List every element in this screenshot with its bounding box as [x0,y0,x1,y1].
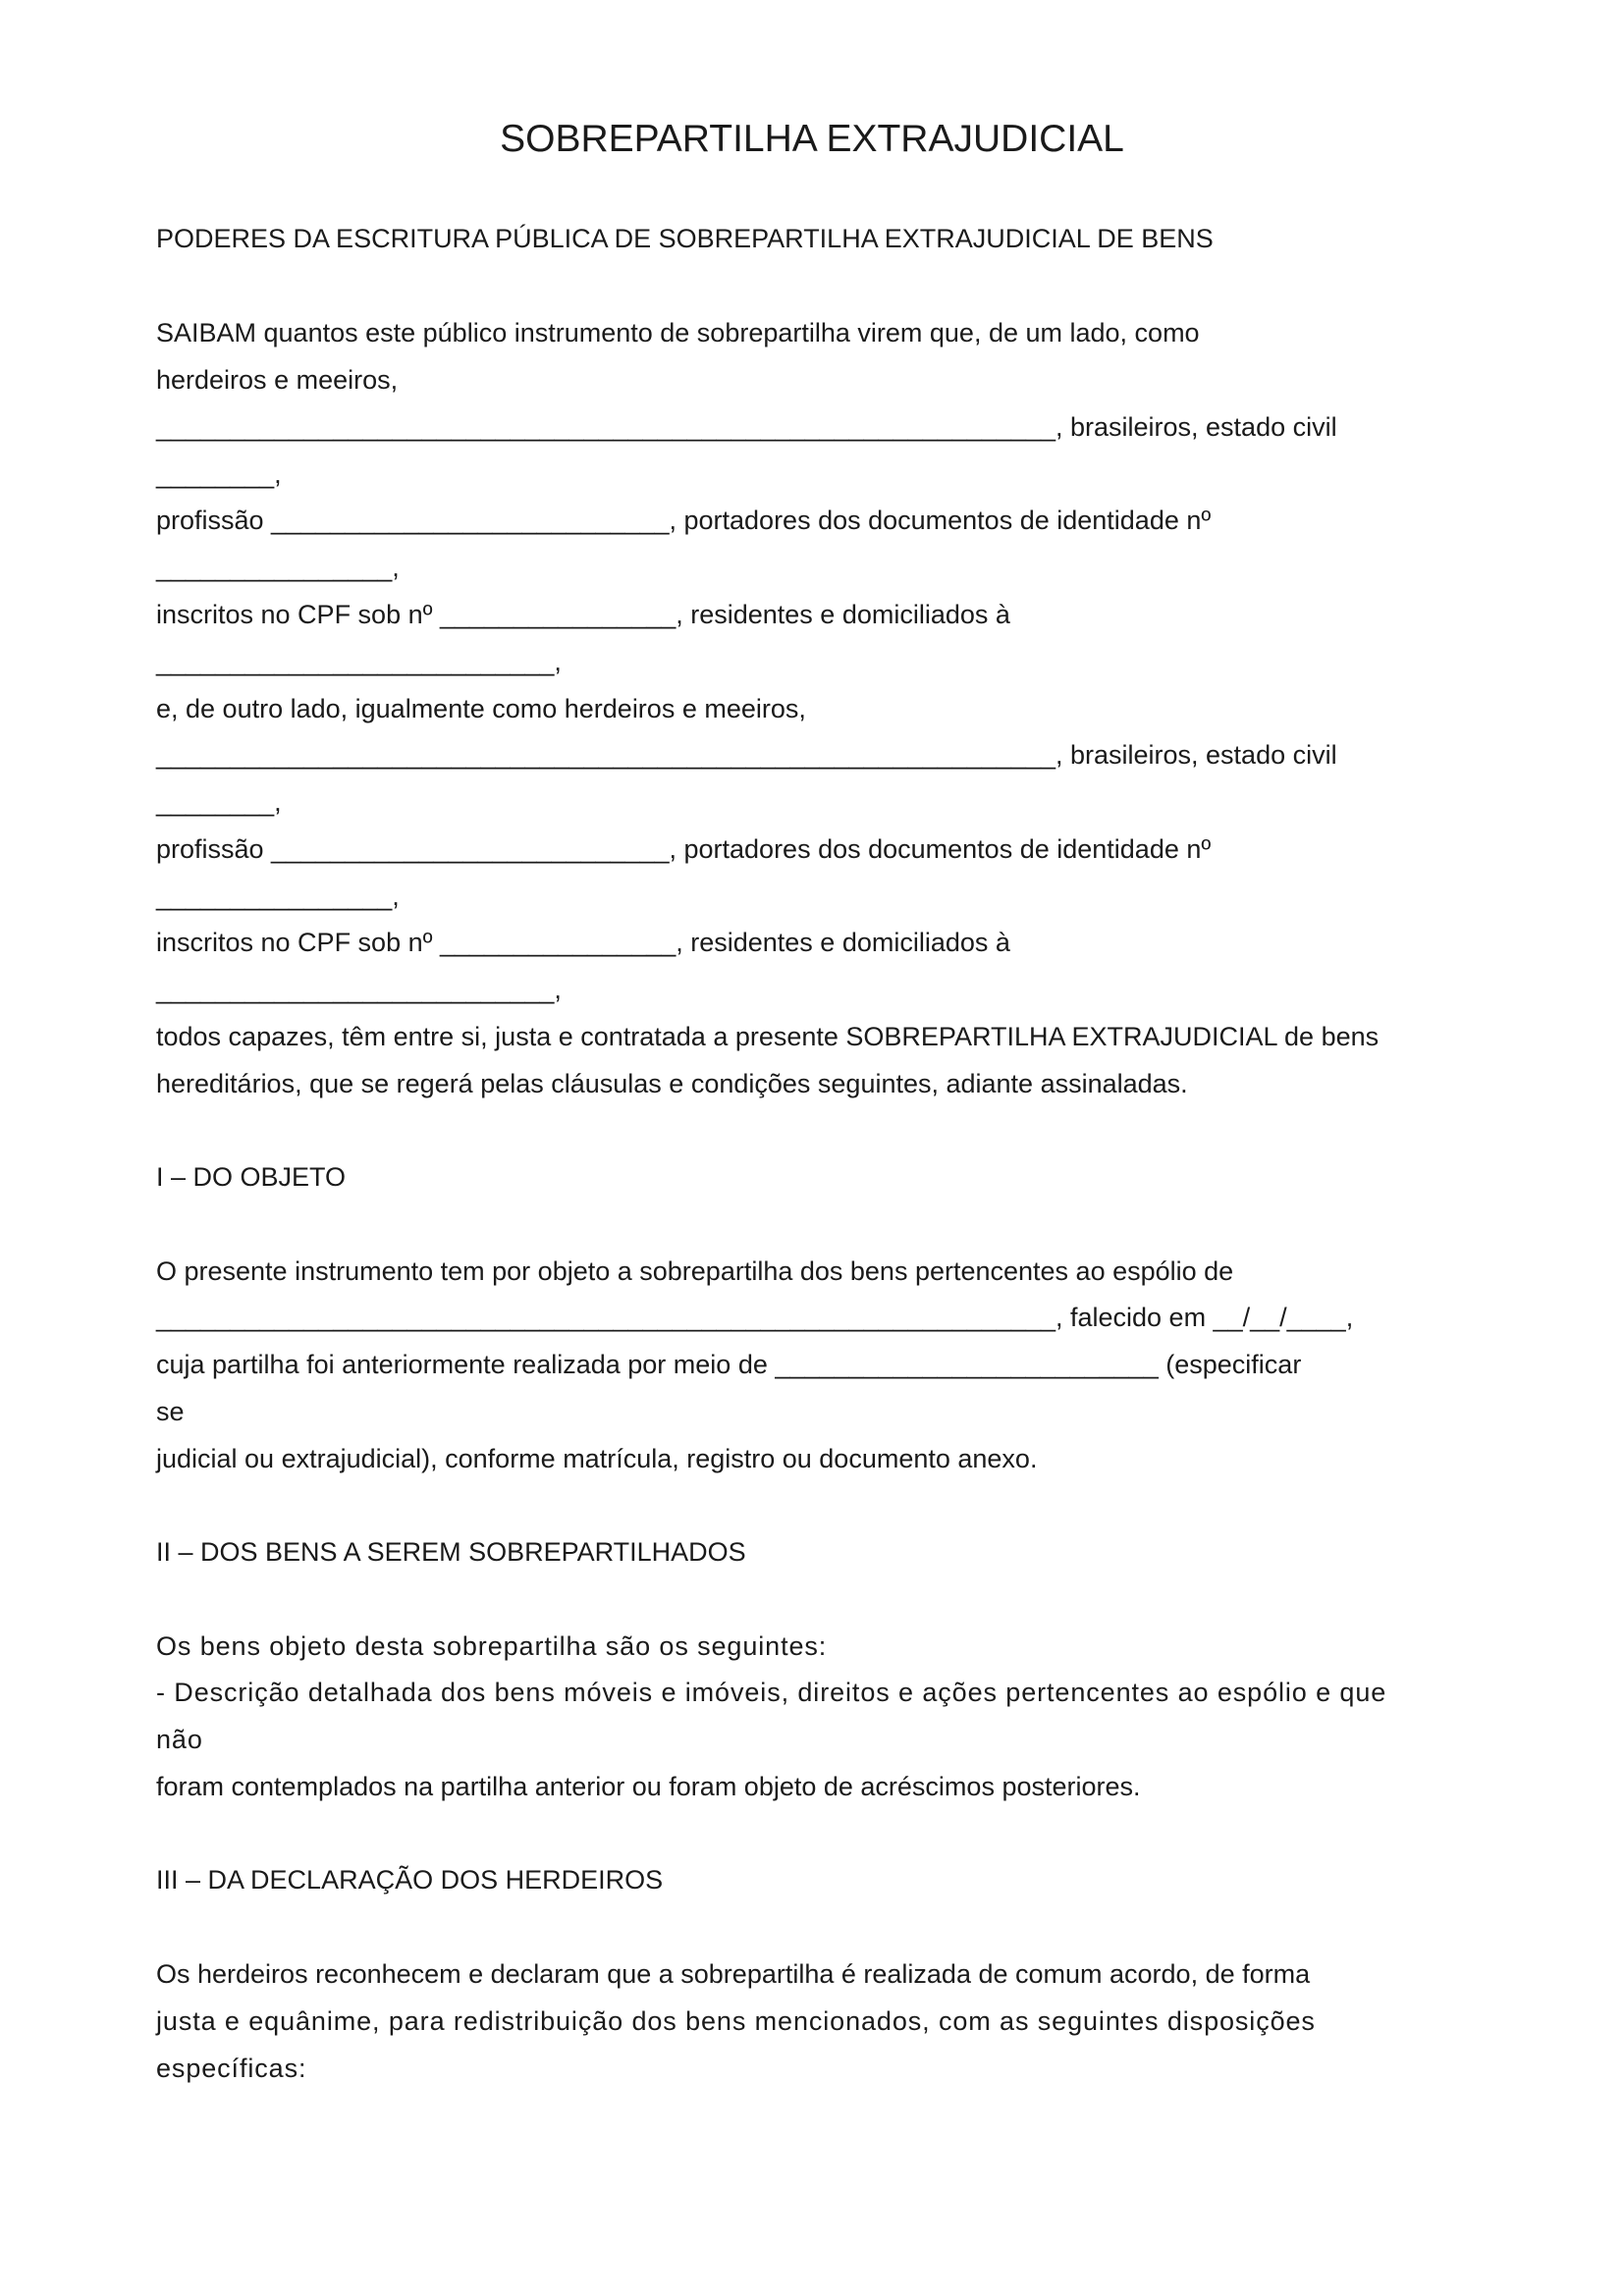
intro-line: SAIBAM quantos este público instrumento de sobrepartilha virem que, de um lado, como [156,318,1200,347]
agreement-line: todos capazes, têm entre si, justa e contratada a presente SOBREPARTILHA EXTRAJUDICIAL de bens [156,1022,1380,1051]
declaration-line: Os herdeiros reconhecem e declaram que a sobrepartilha é realizada de comum acordo, de forma [156,1959,1311,1989]
party2-id-blank: ________________, [156,881,400,911]
document-title: SOBREPARTILHA EXTRAJUDICIAL [500,118,1124,160]
party2-intro-line: e, de outro lado, igualmente como herdeiros e meeiros, [156,694,806,723]
assets-line: não [156,1725,203,1754]
object-line: judicial ou extrajudicial), conforme matrícula, registro ou documento anexo. [156,1444,1038,1473]
party1-profession-line: profissão ___________________________, portadores dos documentos de identidade nº [156,506,1212,535]
assets-line: Os bens objeto desta sobrepartilha são os seguintes: [156,1631,828,1661]
party2-cpf-line: inscritos no CPF sob nº ________________, residentes e domiciliados à [156,928,1010,957]
party1-names-blank: _____________________________________________________________, brasileiros, estado civil [156,412,1337,442]
party1-civil-status-blank: ________, [156,459,282,489]
declaration-line: específicas: [156,2054,307,2083]
object-line: O presente instrumento tem por objeto a sobrepartilha dos bens pertencentes ao espólio de [156,1256,1234,1286]
party1-id-blank: ________________, [156,553,400,582]
agreement-line: hereditários, que se regerá pelas cláusulas e condições seguintes, adiante assinaladas. [156,1069,1188,1098]
section-heading-assets: II – DOS BENS A SEREM SOBREPARTILHADOS [156,1537,746,1567]
party2-profession-line: profissão ___________________________, portadores dos documentos de identidade nº [156,834,1212,864]
powers-heading: PODERES DA ESCRITURA PÚBLICA DE SOBREPARTILHA EXTRAJUDICIAL DE BENS [156,224,1214,253]
party2-address-blank: ___________________________, [156,975,562,1004]
assets-line: foram contemplados na partilha anterior ou foram objeto de acréscimos posteriores. [156,1772,1141,1801]
object-line: se [156,1397,185,1426]
party1-address-blank: ___________________________, [156,647,562,676]
intro-line: herdeiros e meeiros, [156,365,399,395]
deceased-blank-line: _____________________________________________________________, falecido em __/__/____, [156,1303,1354,1332]
assets-line: - Descrição detalhada dos bens móveis e imóveis, direitos e ações pertencentes ao espólio e que [156,1678,1387,1707]
party2-names-blank: _____________________________________________________________, brasileiros, estado civil [156,740,1337,770]
section-heading-declaration: III – DA DECLARAÇÃO DOS HERDEIROS [156,1865,664,1895]
object-line: cuja partilha foi anteriormente realizada por meio de __________________________ (especificar [156,1350,1302,1379]
declaration-line: justa e equânime, para redistribuição dos bens mencionados, com as seguintes disposições [156,2006,1316,2036]
section-heading-object: I – DO OBJETO [156,1162,347,1192]
party1-cpf-line: inscritos no CPF sob nº ________________, residentes e domiciliados à [156,600,1010,629]
party2-civil-status-blank: ________, [156,787,282,817]
